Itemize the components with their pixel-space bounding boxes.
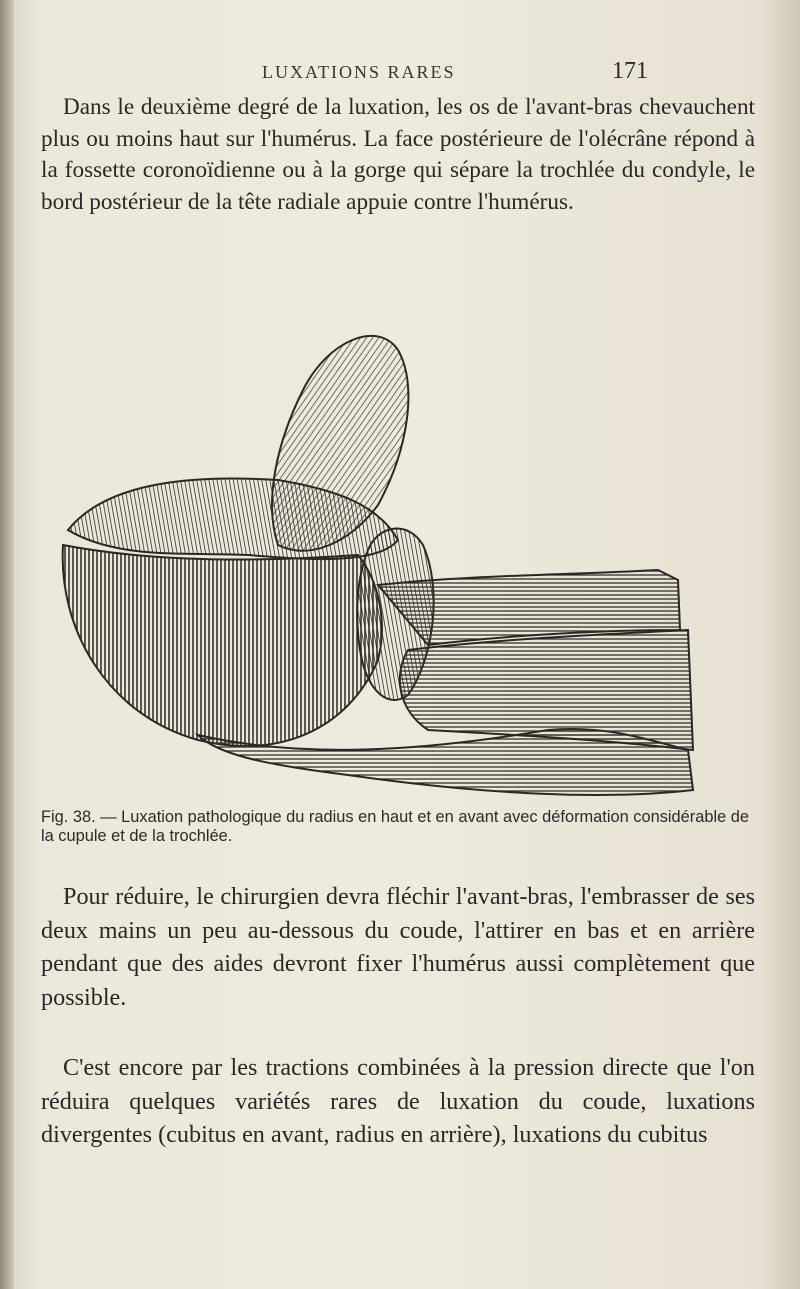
paragraph-luxation-degree: Dans le deuxième degré de la luxation, les os de l'avant-bras chevauchent plus ou moins haut sur l'humérus. La face postérieure de l'olécrâne répond à la fossette coronoïdienne ou à la gorge qui sépare la trochlée du condyle, le bord postérieur de la tête radiale appuie contre l'humérus.	[41, 94, 755, 215]
running-head: LUXATIONS RARES	[262, 62, 456, 82]
forearm-bones	[400, 630, 693, 750]
page-number: 171	[612, 58, 648, 84]
page-header	[0, 58, 800, 86]
page-binding-edge	[0, 0, 14, 1289]
paragraph-tractions: C'est encore par les tractions combinées à la pression directe que l'on réduira quelques variétés rares de luxation du coude, luxations divergentes (cubitus en avant, radius en arrière), luxations du cubitus	[41, 1054, 755, 1148]
trochlea	[63, 545, 382, 746]
paragraph-reduction: Pour réduire, le chirurgien devra fléchir l'avant-bras, l'embrasser de ses deux mains un peu au-dessous du coude, l'attirer en bas et en arrière pendant que des aides devront fixer l'humérus aussi complètement que possible.	[41, 883, 755, 1011]
figure-caption: Fig. 38. — Luxation pathologique du radius en haut et en avant avec déformation considérable de la cupule et de la trochlée.	[41, 808, 750, 845]
elbow-bones-illustration	[48, 330, 708, 800]
elbow-engraving-figure	[48, 330, 708, 800]
